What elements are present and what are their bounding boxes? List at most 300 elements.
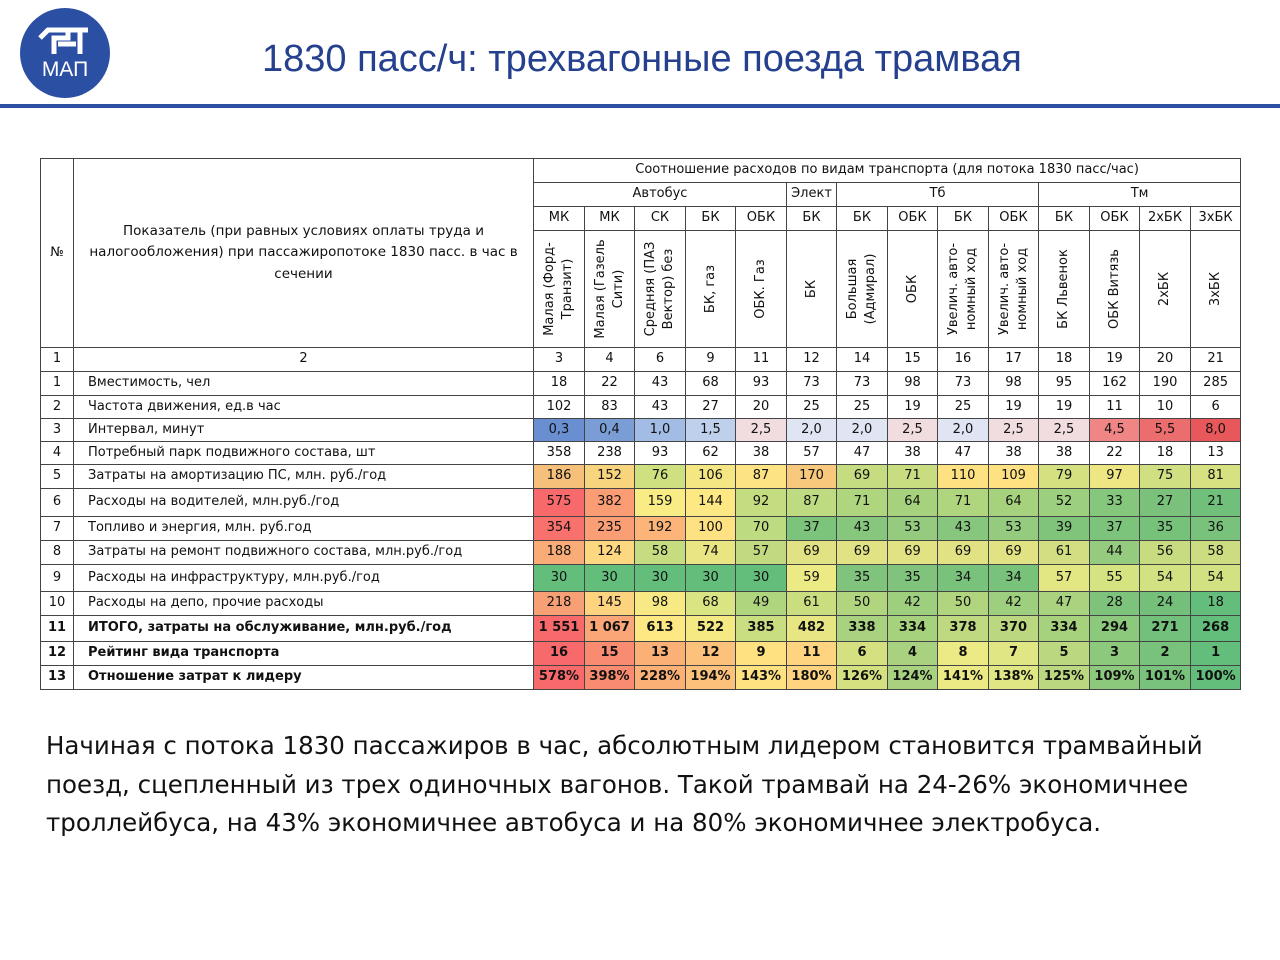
table-row bbox=[41, 541, 1241, 565]
row-label: ИТОГО, затраты на обслуживание, млн.руб./год bbox=[74, 616, 534, 642]
value-cell: 38 bbox=[989, 442, 1039, 465]
value-cell: 5,5 bbox=[1140, 419, 1191, 442]
value-cell: 0,3 bbox=[534, 419, 585, 442]
value-cell: 47 bbox=[1039, 592, 1090, 616]
logo bbox=[20, 8, 110, 98]
row-label: Затраты на ремонт подвижного состава, млн.руб./год bbox=[74, 541, 534, 565]
value-cell: 35 bbox=[837, 565, 888, 592]
header-model-label: 3хБК bbox=[1207, 271, 1223, 307]
value-cell: 101% bbox=[1140, 666, 1191, 690]
value-cell: 522 bbox=[686, 616, 736, 642]
row-number: 3 bbox=[41, 419, 74, 442]
value-cell: 38 bbox=[1039, 442, 1090, 465]
value-cell: 73 bbox=[837, 372, 888, 396]
value-cell: 141% bbox=[938, 666, 989, 690]
row-label: Частота движения, ед.в час bbox=[74, 396, 534, 419]
value-cell: 19 bbox=[1039, 396, 1090, 419]
value-cell: 124% bbox=[888, 666, 938, 690]
value-cell: 42 bbox=[888, 592, 938, 616]
value-cell: 334 bbox=[1039, 616, 1090, 642]
page-title: 1830 пасс/ч: трехвагонные поезда трамвая bbox=[262, 38, 1022, 80]
column-number: 18 bbox=[1039, 348, 1090, 372]
value-cell: 57 bbox=[736, 541, 787, 565]
value-cell: 59 bbox=[787, 565, 837, 592]
value-cell: 268 bbox=[1191, 616, 1241, 642]
row-number: 10 bbox=[41, 592, 74, 616]
value-cell: 12 bbox=[686, 642, 736, 666]
value-cell: 58 bbox=[635, 541, 686, 565]
table-row bbox=[41, 517, 1241, 541]
row-number: 12 bbox=[41, 642, 74, 666]
value-cell: 159 bbox=[635, 489, 686, 517]
column-number: 16 bbox=[938, 348, 989, 372]
table-row bbox=[41, 565, 1241, 592]
header-model-cell bbox=[938, 231, 988, 347]
value-cell: 170 bbox=[787, 465, 837, 489]
header-model-label: БК Львенок bbox=[1055, 249, 1071, 329]
value-cell: 87 bbox=[736, 465, 787, 489]
value-cell: 69 bbox=[888, 541, 938, 565]
value-cell: 7 bbox=[989, 642, 1039, 666]
value-cell: 194% bbox=[686, 666, 736, 690]
header-model-cell bbox=[585, 231, 634, 347]
value-cell: 37 bbox=[1090, 517, 1140, 541]
value-cell: 5 bbox=[1039, 642, 1090, 666]
value-cell: 271 bbox=[1140, 616, 1191, 642]
row-label: Расходы на водителей, млн.руб./год bbox=[74, 489, 534, 517]
value-cell: 180% bbox=[787, 666, 837, 690]
header-group: Тб bbox=[837, 183, 1039, 207]
value-cell: 125% bbox=[1039, 666, 1090, 690]
value-cell: 354 bbox=[534, 517, 585, 541]
value-cell: 152 bbox=[585, 465, 635, 489]
header-type: 3хБК bbox=[1191, 207, 1241, 231]
value-cell: 25 bbox=[837, 396, 888, 419]
column-number: 6 bbox=[635, 348, 686, 372]
value-cell: 126% bbox=[837, 666, 888, 690]
value-cell: 49 bbox=[736, 592, 787, 616]
value-cell: 50 bbox=[837, 592, 888, 616]
value-cell: 24 bbox=[1140, 592, 1191, 616]
value-cell: 138% bbox=[989, 666, 1039, 690]
column-number: 11 bbox=[736, 348, 787, 372]
value-cell: 98 bbox=[635, 592, 686, 616]
header-model-label: Малая (Форд-Транзит) bbox=[541, 242, 575, 336]
value-cell: 6 bbox=[837, 642, 888, 666]
header-type: СК bbox=[635, 207, 686, 231]
value-cell: 30 bbox=[686, 565, 736, 592]
value-cell: 192 bbox=[635, 517, 686, 541]
header-model-cell bbox=[736, 231, 786, 347]
column-number: 4 bbox=[585, 348, 635, 372]
header-model bbox=[736, 231, 787, 348]
value-cell: 2,0 bbox=[938, 419, 989, 442]
value-cell: 238 bbox=[585, 442, 635, 465]
value-cell: 38 bbox=[736, 442, 787, 465]
header-model-label: Увелич. авто-номный ход bbox=[945, 242, 979, 336]
value-cell: 93 bbox=[736, 372, 787, 396]
header-model bbox=[1039, 231, 1090, 348]
value-cell: 98 bbox=[888, 372, 938, 396]
column-number: 19 bbox=[1090, 348, 1140, 372]
value-cell: 71 bbox=[888, 465, 938, 489]
column-number: 9 bbox=[686, 348, 736, 372]
value-cell: 30 bbox=[736, 565, 787, 592]
header-type: ОБК bbox=[1090, 207, 1140, 231]
column-number: 20 bbox=[1140, 348, 1191, 372]
row-number: 2 bbox=[41, 396, 74, 419]
header-model-label: Большая (Адмирал) bbox=[844, 253, 878, 325]
value-cell: 57 bbox=[787, 442, 837, 465]
table-row bbox=[41, 465, 1241, 489]
value-cell: 97 bbox=[1090, 465, 1140, 489]
table-row bbox=[41, 442, 1241, 465]
value-cell: 2,5 bbox=[736, 419, 787, 442]
column-number-row bbox=[41, 348, 1241, 372]
value-cell: 92 bbox=[736, 489, 787, 517]
value-cell: 100 bbox=[686, 517, 736, 541]
value-cell: 124 bbox=[585, 541, 635, 565]
value-cell: 2,5 bbox=[1039, 419, 1090, 442]
value-cell: 50 bbox=[938, 592, 989, 616]
column-number: 1 bbox=[41, 348, 74, 372]
value-cell: 109 bbox=[989, 465, 1039, 489]
value-cell: 2 bbox=[1140, 642, 1191, 666]
header-type: БК bbox=[787, 207, 837, 231]
value-cell: 0,4 bbox=[585, 419, 635, 442]
value-cell: 13 bbox=[1191, 442, 1241, 465]
column-number: 12 bbox=[787, 348, 837, 372]
header-cost-ratio-title: Соотношение расходов по видам транспорта (для потока 1830 пасс/час) bbox=[534, 159, 1241, 183]
value-cell: 9 bbox=[736, 642, 787, 666]
value-cell: 110 bbox=[938, 465, 989, 489]
value-cell: 22 bbox=[585, 372, 635, 396]
value-cell: 188 bbox=[534, 541, 585, 565]
header-model-label: ОБК bbox=[904, 274, 920, 304]
value-cell: 6 bbox=[1191, 396, 1241, 419]
header-model bbox=[938, 231, 989, 348]
value-cell: 16 bbox=[534, 642, 585, 666]
column-number: 2 bbox=[74, 348, 534, 372]
header-number: № bbox=[41, 159, 74, 348]
value-cell: 81 bbox=[1191, 465, 1241, 489]
row-number: 8 bbox=[41, 541, 74, 565]
table-row bbox=[41, 616, 1241, 642]
value-cell: 42 bbox=[989, 592, 1039, 616]
value-cell: 36 bbox=[1191, 517, 1241, 541]
value-cell: 13 bbox=[635, 642, 686, 666]
value-cell: 18 bbox=[534, 372, 585, 396]
value-cell: 285 bbox=[1191, 372, 1241, 396]
value-cell: 1,0 bbox=[635, 419, 686, 442]
value-cell: 37 bbox=[787, 517, 837, 541]
value-cell: 69 bbox=[938, 541, 989, 565]
row-number: 6 bbox=[41, 489, 74, 517]
header-model-label: Малая (Газель Сити) bbox=[592, 239, 626, 339]
value-cell: 52 bbox=[1039, 489, 1090, 517]
row-number: 5 bbox=[41, 465, 74, 489]
header-model bbox=[787, 231, 837, 348]
value-cell: 10 bbox=[1140, 396, 1191, 419]
value-cell: 145 bbox=[585, 592, 635, 616]
header-model bbox=[888, 231, 938, 348]
value-cell: 2,5 bbox=[888, 419, 938, 442]
value-cell: 20 bbox=[736, 396, 787, 419]
value-cell: 8,0 bbox=[1191, 419, 1241, 442]
header-type: МК bbox=[534, 207, 585, 231]
column-number: 14 bbox=[837, 348, 888, 372]
header-model-cell bbox=[534, 231, 584, 347]
header-type: МК bbox=[585, 207, 635, 231]
header-model-cell bbox=[1140, 231, 1190, 347]
value-cell: 3 bbox=[1090, 642, 1140, 666]
value-cell: 334 bbox=[888, 616, 938, 642]
header-type: ОБК bbox=[888, 207, 938, 231]
column-number: 15 bbox=[888, 348, 938, 372]
row-label: Отношение затрат к лидеру bbox=[74, 666, 534, 690]
table-row bbox=[41, 592, 1241, 616]
value-cell: 98 bbox=[989, 372, 1039, 396]
summary-text: Начиная с потока 1830 пассажиров в час, абсолютным лидером становится трамвайный поезд, сцепленный из трех одиночных вагонов. Такой трамвай на 24-26% экономичнее троллейбуса, на 43% экономичнее автобуса и на 80% экономичнее электробуса. bbox=[46, 731, 1203, 837]
value-cell: 22 bbox=[1090, 442, 1140, 465]
value-cell: 61 bbox=[787, 592, 837, 616]
value-cell: 68 bbox=[686, 372, 736, 396]
value-cell: 385 bbox=[736, 616, 787, 642]
header-parameter: Показатель (при равных условиях оплаты труда и налогообложения) при пассажиропотоке 1830 пасс. в час в сечении bbox=[74, 159, 534, 348]
value-cell: 1 067 bbox=[585, 616, 635, 642]
value-cell: 64 bbox=[989, 489, 1039, 517]
title-divider bbox=[0, 104, 1280, 108]
table-row bbox=[41, 489, 1241, 517]
value-cell: 43 bbox=[938, 517, 989, 541]
value-cell: 228% bbox=[635, 666, 686, 690]
value-cell: 11 bbox=[1090, 396, 1140, 419]
row-label: Вместимость, чел bbox=[74, 372, 534, 396]
header-model-cell bbox=[1039, 231, 1089, 347]
value-cell: 11 bbox=[787, 642, 837, 666]
value-cell: 30 bbox=[635, 565, 686, 592]
value-cell: 62 bbox=[686, 442, 736, 465]
header-type: ОБК bbox=[989, 207, 1039, 231]
value-cell: 87 bbox=[787, 489, 837, 517]
column-number: 17 bbox=[989, 348, 1039, 372]
value-cell: 71 bbox=[837, 489, 888, 517]
value-cell: 143% bbox=[736, 666, 787, 690]
table-row bbox=[41, 666, 1241, 690]
header-group: Тм bbox=[1039, 183, 1241, 207]
row-label: Рейтинг вида транспорта bbox=[74, 642, 534, 666]
value-cell: 57 bbox=[1039, 565, 1090, 592]
value-cell: 613 bbox=[635, 616, 686, 642]
header-model-cell bbox=[989, 231, 1038, 347]
value-cell: 18 bbox=[1140, 442, 1191, 465]
header-group: Элект bbox=[787, 183, 837, 207]
header-type: БК bbox=[837, 207, 888, 231]
value-cell: 64 bbox=[888, 489, 938, 517]
value-cell: 38 bbox=[888, 442, 938, 465]
header-type: 2хБК bbox=[1140, 207, 1191, 231]
header-model-cell bbox=[635, 231, 685, 347]
header-model bbox=[635, 231, 686, 348]
value-cell: 69 bbox=[837, 465, 888, 489]
table-row bbox=[41, 642, 1241, 666]
row-number: 9 bbox=[41, 565, 74, 592]
header-type: БК bbox=[1039, 207, 1090, 231]
value-cell: 54 bbox=[1191, 565, 1241, 592]
row-label: Затраты на амортизацию ПС, млн. руб./год bbox=[74, 465, 534, 489]
value-cell: 56 bbox=[1140, 541, 1191, 565]
value-cell: 58 bbox=[1191, 541, 1241, 565]
value-cell: 19 bbox=[888, 396, 938, 419]
value-cell: 30 bbox=[534, 565, 585, 592]
value-cell: 69 bbox=[837, 541, 888, 565]
value-cell: 34 bbox=[989, 565, 1039, 592]
value-cell: 1 bbox=[1191, 642, 1241, 666]
header-model bbox=[1090, 231, 1140, 348]
header-model-label: ОБК. Газ bbox=[752, 259, 768, 319]
header-model bbox=[534, 231, 585, 348]
value-cell: 1,5 bbox=[686, 419, 736, 442]
value-cell: 162 bbox=[1090, 372, 1140, 396]
value-cell: 35 bbox=[1140, 517, 1191, 541]
header-model-cell bbox=[888, 231, 937, 347]
value-cell: 2,5 bbox=[989, 419, 1039, 442]
value-cell: 382 bbox=[585, 489, 635, 517]
value-cell: 53 bbox=[888, 517, 938, 541]
value-cell: 578% bbox=[534, 666, 585, 690]
value-cell: 54 bbox=[1140, 565, 1191, 592]
header-type: БК bbox=[938, 207, 989, 231]
value-cell: 27 bbox=[1140, 489, 1191, 517]
value-cell: 25 bbox=[938, 396, 989, 419]
value-cell: 186 bbox=[534, 465, 585, 489]
value-cell: 69 bbox=[787, 541, 837, 565]
value-cell: 235 bbox=[585, 517, 635, 541]
value-cell: 35 bbox=[888, 565, 938, 592]
value-cell: 47 bbox=[837, 442, 888, 465]
value-cell: 70 bbox=[736, 517, 787, 541]
value-cell: 190 bbox=[1140, 372, 1191, 396]
row-label: Потребный парк подвижного состава, шт bbox=[74, 442, 534, 465]
header-row-groups-title bbox=[41, 159, 1241, 183]
value-cell: 73 bbox=[938, 372, 989, 396]
value-cell: 75 bbox=[1140, 465, 1191, 489]
row-number: 1 bbox=[41, 372, 74, 396]
value-cell: 53 bbox=[989, 517, 1039, 541]
value-cell: 25 bbox=[787, 396, 837, 419]
value-cell: 30 bbox=[585, 565, 635, 592]
row-label: Расходы на депо, прочие расходы bbox=[74, 592, 534, 616]
row-number: 13 bbox=[41, 666, 74, 690]
row-label: Топливо и энергия, млн. руб.год bbox=[74, 517, 534, 541]
header-model-label: БК, газ bbox=[702, 264, 718, 314]
value-cell: 28 bbox=[1090, 592, 1140, 616]
value-cell: 19 bbox=[989, 396, 1039, 419]
row-label: Расходы на инфраструктуру, млн.руб./год bbox=[74, 565, 534, 592]
value-cell: 218 bbox=[534, 592, 585, 616]
value-cell: 4 bbox=[888, 642, 938, 666]
value-cell: 43 bbox=[837, 517, 888, 541]
value-cell: 4,5 bbox=[1090, 419, 1140, 442]
row-number: 7 bbox=[41, 517, 74, 541]
value-cell: 68 bbox=[686, 592, 736, 616]
header-model bbox=[989, 231, 1039, 348]
header-model bbox=[1140, 231, 1191, 348]
value-cell: 95 bbox=[1039, 372, 1090, 396]
row-number: 4 bbox=[41, 442, 74, 465]
value-cell: 2,0 bbox=[787, 419, 837, 442]
header-model-cell bbox=[1090, 231, 1139, 347]
value-cell: 370 bbox=[989, 616, 1039, 642]
value-cell: 100% bbox=[1191, 666, 1241, 690]
value-cell: 47 bbox=[938, 442, 989, 465]
value-cell: 15 bbox=[585, 642, 635, 666]
value-cell: 83 bbox=[585, 396, 635, 419]
header-model bbox=[686, 231, 736, 348]
table-row bbox=[41, 396, 1241, 419]
value-cell: 144 bbox=[686, 489, 736, 517]
value-cell: 378 bbox=[938, 616, 989, 642]
value-cell: 109% bbox=[1090, 666, 1140, 690]
value-cell: 358 bbox=[534, 442, 585, 465]
value-cell: 74 bbox=[686, 541, 736, 565]
header-model-cell bbox=[1191, 231, 1240, 347]
row-label: Интервал, минут bbox=[74, 419, 534, 442]
header-type: БК bbox=[686, 207, 736, 231]
value-cell: 8 bbox=[938, 642, 989, 666]
value-cell: 102 bbox=[534, 396, 585, 419]
value-cell: 294 bbox=[1090, 616, 1140, 642]
cost-comparison-table bbox=[40, 158, 1241, 690]
value-cell: 21 bbox=[1191, 489, 1241, 517]
header-model-label: 2хБК bbox=[1156, 271, 1172, 307]
header-model-cell bbox=[686, 231, 735, 347]
value-cell: 71 bbox=[938, 489, 989, 517]
value-cell: 69 bbox=[989, 541, 1039, 565]
header-type: ОБК bbox=[736, 207, 787, 231]
value-cell: 27 bbox=[686, 396, 736, 419]
value-cell: 18 bbox=[1191, 592, 1241, 616]
header-model bbox=[837, 231, 888, 348]
column-number: 3 bbox=[534, 348, 585, 372]
value-cell: 55 bbox=[1090, 565, 1140, 592]
header-model-cell bbox=[837, 231, 887, 347]
column-number: 21 bbox=[1191, 348, 1241, 372]
logo-mark-icon bbox=[20, 8, 110, 98]
value-cell: 1 551 bbox=[534, 616, 585, 642]
row-number: 11 bbox=[41, 616, 74, 642]
header-group: Автобус bbox=[534, 183, 787, 207]
header-model-label: Средняя (ПАЗ Вектор) без bbox=[642, 241, 676, 337]
table-row bbox=[41, 372, 1241, 396]
header-model-label: ОБК Витязь bbox=[1106, 249, 1122, 329]
value-cell: 2,0 bbox=[837, 419, 888, 442]
value-cell: 93 bbox=[635, 442, 686, 465]
header-model-label: Увелич. авто-номный ход bbox=[996, 242, 1030, 336]
value-cell: 79 bbox=[1039, 465, 1090, 489]
value-cell: 575 bbox=[534, 489, 585, 517]
value-cell: 398% bbox=[585, 666, 635, 690]
value-cell: 106 bbox=[686, 465, 736, 489]
value-cell: 33 bbox=[1090, 489, 1140, 517]
value-cell: 76 bbox=[635, 465, 686, 489]
value-cell: 39 bbox=[1039, 517, 1090, 541]
value-cell: 44 bbox=[1090, 541, 1140, 565]
table-row bbox=[41, 419, 1241, 442]
value-cell: 482 bbox=[787, 616, 837, 642]
header-model bbox=[585, 231, 635, 348]
logo-text: МАП bbox=[41, 58, 89, 81]
